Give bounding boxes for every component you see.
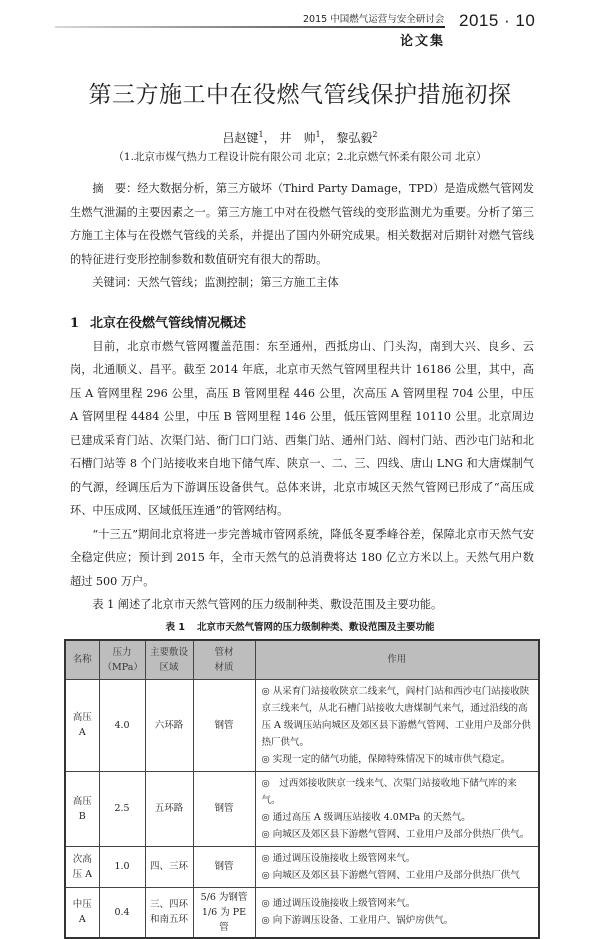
collection-label: 论文集 [400,34,446,49]
cell-area [145,887,193,938]
body-paragraph: 目前，北京市燃气管网覆盖范围：东至通州，西抵房山、门头沟，南到大兴、良乡、云岗，北通顺义、昌平。截至 2014 年底，北京市天然气管网里程共计 16186 公里，其中，高压 A 管网里程 296 公里，高压 B 管网里程 446 公里，次高压 A 管网里程 704 公里，中压 A 管网里程 4484 公里，中压 B 管网里程 146 公里，低压管网里程 10110 公里。北京周边已建成采育门站、次渠门站、衙门口门站、西集门站、通州门站、阎村门站、西沙屯门站和北石槽门站等 8 个门站接收来自地下储气库、陕京一、二、三、四线、唐山 LNG 和大唐煤制气的气源，经调压后为下游调压设备供气。总体来讲，北京市城区天然气管网已形成了“高压成环、中压成网、区域低压连通”的管网结构。 [70,339,534,517]
cell-function [255,679,539,771]
cell-pressure: 2.5 [99,771,145,846]
table-header-row [65,640,539,680]
cell-name-line: 高压 [72,795,92,807]
table-row [65,771,539,846]
cell-area [145,679,193,771]
cell-name-line: 压 A [72,868,92,880]
cell-area-line: 六环路 [154,719,184,731]
cell-name-line: 次高 [72,853,92,865]
header-function: 作用 [255,640,539,680]
header-material [193,640,255,680]
cell-material [193,846,255,887]
header-rule [55,26,445,28]
cell-material [193,887,255,938]
cell-material-line: 钢管 [214,719,234,731]
cell-area-line: 五环路 [154,803,184,814]
function-item: ◎ 从采育门站接收陕京二线来气，阎村门站和西沙屯门站接收陕京三线来气，从北石槽门站接收大唐煤制气来气，通过沿线的高压 A 级调压站向城区及郊区县下游燃气管网、工业用户及部分供热厂供气。 [261,685,531,748]
body-paragraph: 表 1 阐述了北京市天然气管网的压力级制种类、敷设范围及主要功能。 [92,598,443,611]
function-item: ◎ 向城区及郊区县下游燃气管网、工业用户及部分供热厂供气 [261,869,520,881]
cell-area-line: 四、三环 [149,861,188,872]
cell-area [145,771,193,846]
section-number: 1 [70,315,80,331]
abstract-label: 摘 要： [92,182,138,195]
table-label: 表 1 [165,621,185,633]
paper-title: 第三方施工中在役燃气管线保护措施初探 [88,82,512,108]
function-item: ◎ 向下游调压设备、工业用户、锅炉房供气。 [261,915,454,926]
pressure-class-table [64,639,540,939]
cell-function [255,887,539,938]
table-row [65,846,539,887]
cell-function [255,846,539,887]
header-area-line: 区域 [159,661,179,673]
cell-name [65,679,99,771]
section-title: 北京在役燃气管线情况概述 [90,315,247,331]
author-name: 黎弘毅 [336,131,373,145]
cell-name-line: 中压 [72,899,92,910]
function-item: ◎ 向城区及郊区县下游燃气管网、工业用户及部分供热厂供气。 [261,828,530,840]
author-name: 吕赵键 [222,131,259,145]
function-item: ◎ 过西郊接收陕京一线来气、次渠门站接收地下储气库的来气。 [261,777,517,806]
conference-name: 2015 中国燃气运营与安全研讨会 [303,14,445,25]
author-affiliation-mark: 2 [372,130,378,139]
function-item: ◎ 实现一定的储气功能，保障特殊情况下的城市供气稳定。 [261,753,511,765]
author-name: 井 帅 [279,131,316,145]
function-item: ◎ 通过调压设施接收上级管网来气。 [261,852,416,864]
function-item: ◎ 通过调压设施接收上级管网来气。 [261,898,416,909]
cell-name-line: 高压 [72,712,92,723]
keywords [70,271,534,295]
body-paragraph: “十三五”期间北京将进一步完善城市管网系统，降低冬夏季峰谷差，保障北京市天然气安全稳定供应；预计到 2015 年，全市天然气的总消费将达 180 亿立方米以上。天然气用户数超过 500 万户。 [70,527,534,588]
cell-material-line: 5/6 为钢管 [200,891,248,903]
header-material-line: 材质 [214,661,234,673]
header-name: 名称 [65,640,99,680]
keywords-text: 天然气管线；监测控制；第三方施工主体 [137,276,339,289]
cell-name-line: B [78,810,86,822]
cell-material-line: 1/6 为 PE 管 [201,906,247,933]
header-pressure-line: 压力 [112,646,132,658]
section-heading [70,313,534,335]
cell-name-line: A [78,727,86,738]
cell-material-line: 钢管 [214,803,234,814]
cell-pressure: 0.4 [99,887,145,938]
cell-material [193,679,255,771]
author-affiliation-mark: 1 [315,130,321,139]
header-area-line: 主要敷设 [149,646,188,658]
author-list: 吕赵键$^1$， 井 帅$^1$， 黎弘毅$^2$ [222,130,378,145]
cell-name [65,887,99,938]
abstract-text: 经大数据分析，第三方破坏（Third Party Damage，TPD）是造成燃气管网发生燃气泄漏的主要因素之一。第三方施工中对在役燃气管线的变形监测尤为重要。分析了第三方施工主体与在役燃气管线的关系，并提出了国内外研究成果。相关数据对后期针对燃气管线的特征进行变形控制参数和数值研究有很大的帮助。 [70,182,534,266]
cell-function [255,771,539,846]
running-header [0,0,600,62]
header-pressure-unit: （MPa） [102,661,143,673]
cell-name [65,846,99,887]
cell-material [193,771,255,846]
cell-area [145,846,193,887]
cell-area-line: 和南五环 [149,914,188,925]
cell-name-line: A [78,914,86,925]
affiliations: （1.北京市煤气热力工程设计院有限公司 北京；2.北京燃气怀柔有限公司 北京） [113,151,487,163]
table-row [65,679,539,771]
cell-pressure: 1.0 [99,846,145,887]
author-affiliation-mark: 1 [258,130,264,139]
abstract [70,177,534,271]
header-area [145,640,193,680]
table-row [65,887,539,938]
cell-pressure: 4.0 [99,679,145,771]
cell-name [65,771,99,846]
page-body [70,80,534,939]
issue-date: 2015 · 10 [459,11,536,30]
table-caption [0,621,600,635]
header-material-line: 管材 [214,646,234,658]
cell-area-line: 三、四环 [149,899,188,910]
cell-material-line: 钢管 [214,861,234,872]
keywords-label: 关键词： [92,276,138,289]
table-caption-text: 北京市天然气管网的压力级制种类、敷设范围及主要功能 [196,621,435,633]
function-item: ◎ 通过高压 A 级调压站接收 4.0MPa 的天然气。 [261,811,471,823]
header-pressure [99,640,145,680]
